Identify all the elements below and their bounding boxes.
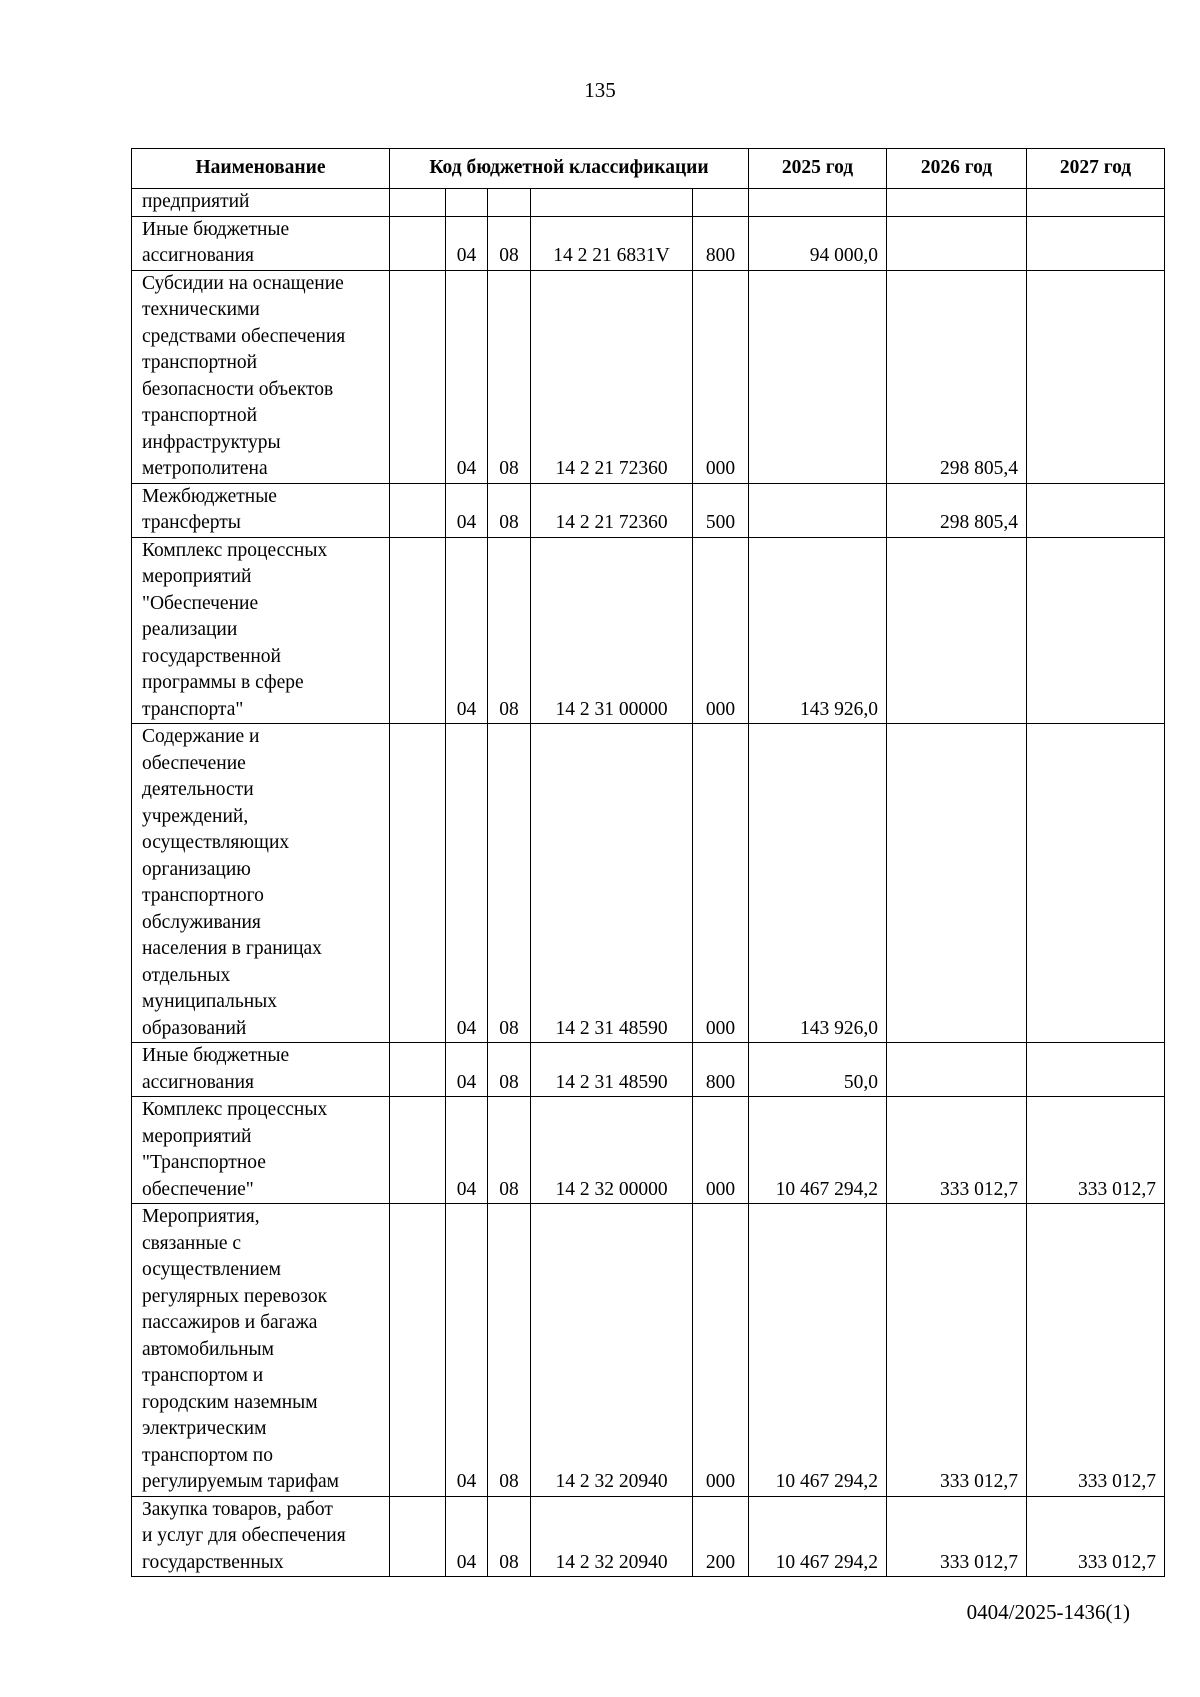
row-value-2026 bbox=[887, 189, 1027, 217]
row-name: Субсидии на оснащение техническими средствами обеспечения транспортной безопасности объектов транспортной инфраструктуры метрополитена bbox=[132, 270, 390, 483]
row-value-2026 bbox=[887, 1043, 1027, 1097]
row-code-section: 04 bbox=[446, 1043, 488, 1097]
row-code-admin bbox=[390, 1204, 446, 1497]
header-name: Наименование bbox=[132, 149, 390, 189]
row-code-section: 04 bbox=[446, 483, 488, 537]
row-code-expense-type: 800 bbox=[693, 1043, 749, 1097]
table-row bbox=[132, 1097, 1165, 1204]
row-value-2026 bbox=[887, 216, 1027, 270]
table-row bbox=[132, 1496, 1165, 1577]
row-value-2027 bbox=[1027, 1043, 1165, 1097]
row-code-expense-type: 000 bbox=[693, 724, 749, 1043]
row-value-2025: 94 000,0 bbox=[749, 216, 887, 270]
row-name: предприятий bbox=[132, 189, 390, 217]
row-value-2026 bbox=[887, 537, 1027, 724]
document-number: 0404/2025-1436(1) bbox=[966, 1600, 1130, 1624]
row-code-subsection: 08 bbox=[488, 1204, 531, 1497]
header-2027: 2027 год bbox=[1027, 149, 1165, 189]
row-value-2026: 333 012,7 bbox=[887, 1496, 1027, 1577]
row-code-subsection: 08 bbox=[488, 1043, 531, 1097]
row-code-expense-type: 000 bbox=[693, 1204, 749, 1497]
row-value-2027 bbox=[1027, 189, 1165, 217]
table-row bbox=[132, 1043, 1165, 1097]
table-row bbox=[132, 270, 1165, 483]
row-value-2025: 10 467 294,2 bbox=[749, 1097, 887, 1204]
row-value-2027: 333 012,7 bbox=[1027, 1496, 1165, 1577]
table-row bbox=[132, 483, 1165, 537]
row-code-section: 04 bbox=[446, 1496, 488, 1577]
row-code-section: 04 bbox=[446, 270, 488, 483]
row-code-expense-type: 000 bbox=[693, 270, 749, 483]
row-code-target: 14 2 31 48590 bbox=[531, 724, 693, 1043]
row-value-2025: 10 467 294,2 bbox=[749, 1204, 887, 1497]
row-code-expense-type: 000 bbox=[693, 537, 749, 724]
budget-table bbox=[131, 148, 1165, 1577]
page-number: 135 bbox=[584, 78, 616, 102]
row-code-admin bbox=[390, 483, 446, 537]
row-code-subsection: 08 bbox=[488, 537, 531, 724]
row-value-2025 bbox=[749, 270, 887, 483]
row-value-2027 bbox=[1027, 537, 1165, 724]
row-code-target: 14 2 32 20940 bbox=[531, 1204, 693, 1497]
row-value-2025: 143 926,0 bbox=[749, 724, 887, 1043]
row-code-admin bbox=[390, 537, 446, 724]
row-code-expense-type: 000 bbox=[693, 1097, 749, 1204]
row-code-section: 04 bbox=[446, 216, 488, 270]
header-2025: 2025 год bbox=[749, 149, 887, 189]
row-value-2026: 298 805,4 bbox=[887, 270, 1027, 483]
row-code-target: 14 2 21 72360 bbox=[531, 270, 693, 483]
row-value-2025: 10 467 294,2 bbox=[749, 1496, 887, 1577]
row-code-section: 04 bbox=[446, 1097, 488, 1204]
table-row bbox=[132, 216, 1165, 270]
row-code-admin bbox=[390, 189, 446, 217]
row-code-target: 14 2 32 00000 bbox=[531, 1097, 693, 1204]
row-code-target: 14 2 21 6831V bbox=[531, 216, 693, 270]
table-row bbox=[132, 1204, 1165, 1497]
row-code-admin bbox=[390, 1043, 446, 1097]
row-name: Иные бюджетные ассигнования bbox=[132, 216, 390, 270]
row-code-subsection: 08 bbox=[488, 483, 531, 537]
table-row bbox=[132, 537, 1165, 724]
row-name: Закупка товаров, работ и услуг для обеспечения государственных bbox=[132, 1496, 390, 1577]
row-code-section: 04 bbox=[446, 1204, 488, 1497]
row-code-target: 14 2 31 48590 bbox=[531, 1043, 693, 1097]
row-code-expense-type bbox=[693, 189, 749, 217]
row-value-2025 bbox=[749, 483, 887, 537]
row-value-2027 bbox=[1027, 216, 1165, 270]
row-code-admin bbox=[390, 1496, 446, 1577]
row-code-subsection: 08 bbox=[488, 216, 531, 270]
table-body bbox=[132, 189, 1165, 1577]
row-value-2025: 143 926,0 bbox=[749, 537, 887, 724]
row-value-2026: 298 805,4 bbox=[887, 483, 1027, 537]
row-code-section bbox=[446, 189, 488, 217]
row-code-admin bbox=[390, 1097, 446, 1204]
row-code-target: 14 2 31 00000 bbox=[531, 537, 693, 724]
row-code-subsection: 08 bbox=[488, 724, 531, 1043]
row-name: Содержание и обеспечение деятельности учреждений, осуществляющих организацию транспортного обслуживания населения в границах отдельных муниципальных образований bbox=[132, 724, 390, 1043]
row-value-2026: 333 012,7 bbox=[887, 1204, 1027, 1497]
row-code-admin bbox=[390, 724, 446, 1043]
row-name: Межбюджетные трансферты bbox=[132, 483, 390, 537]
row-value-2026: 333 012,7 bbox=[887, 1097, 1027, 1204]
row-code-subsection: 08 bbox=[488, 1496, 531, 1577]
row-code-target: 14 2 21 72360 bbox=[531, 483, 693, 537]
row-code-expense-type: 500 bbox=[693, 483, 749, 537]
row-value-2027 bbox=[1027, 724, 1165, 1043]
header-2026: 2026 год bbox=[887, 149, 1027, 189]
row-code-admin bbox=[390, 270, 446, 483]
row-code-expense-type: 200 bbox=[693, 1496, 749, 1577]
header-code: Код бюджетной классификации bbox=[390, 149, 749, 189]
row-code-admin bbox=[390, 216, 446, 270]
row-value-2027 bbox=[1027, 483, 1165, 537]
row-code-target: 14 2 32 20940 bbox=[531, 1496, 693, 1577]
row-name: Иные бюджетные ассигнования bbox=[132, 1043, 390, 1097]
row-code-section: 04 bbox=[446, 724, 488, 1043]
row-value-2026 bbox=[887, 724, 1027, 1043]
table-row bbox=[132, 189, 1165, 217]
row-code-expense-type: 800 bbox=[693, 216, 749, 270]
row-code-section: 04 bbox=[446, 537, 488, 724]
row-code-subsection: 08 bbox=[488, 270, 531, 483]
table-row bbox=[132, 724, 1165, 1043]
row-code-subsection bbox=[488, 189, 531, 217]
row-value-2027 bbox=[1027, 270, 1165, 483]
row-code-target bbox=[531, 189, 693, 217]
row-name: Комплекс процессных мероприятий "Транспортное обеспечение" bbox=[132, 1097, 390, 1204]
row-name: Комплекс процессных мероприятий "Обеспечение реализации государственной программы в сфере транспорта" bbox=[132, 537, 390, 724]
row-value-2027: 333 012,7 bbox=[1027, 1097, 1165, 1204]
row-value-2025: 50,0 bbox=[749, 1043, 887, 1097]
row-value-2027: 333 012,7 bbox=[1027, 1204, 1165, 1497]
table-header-row bbox=[132, 149, 1165, 189]
row-value-2025 bbox=[749, 189, 887, 217]
row-name: Мероприятия, связанные с осуществлением регулярных перевозок пассажиров и багажа автомобильным транспортом и городским наземным электрическим транспортом по регулируемым тарифам bbox=[132, 1204, 390, 1497]
row-code-subsection: 08 bbox=[488, 1097, 531, 1204]
